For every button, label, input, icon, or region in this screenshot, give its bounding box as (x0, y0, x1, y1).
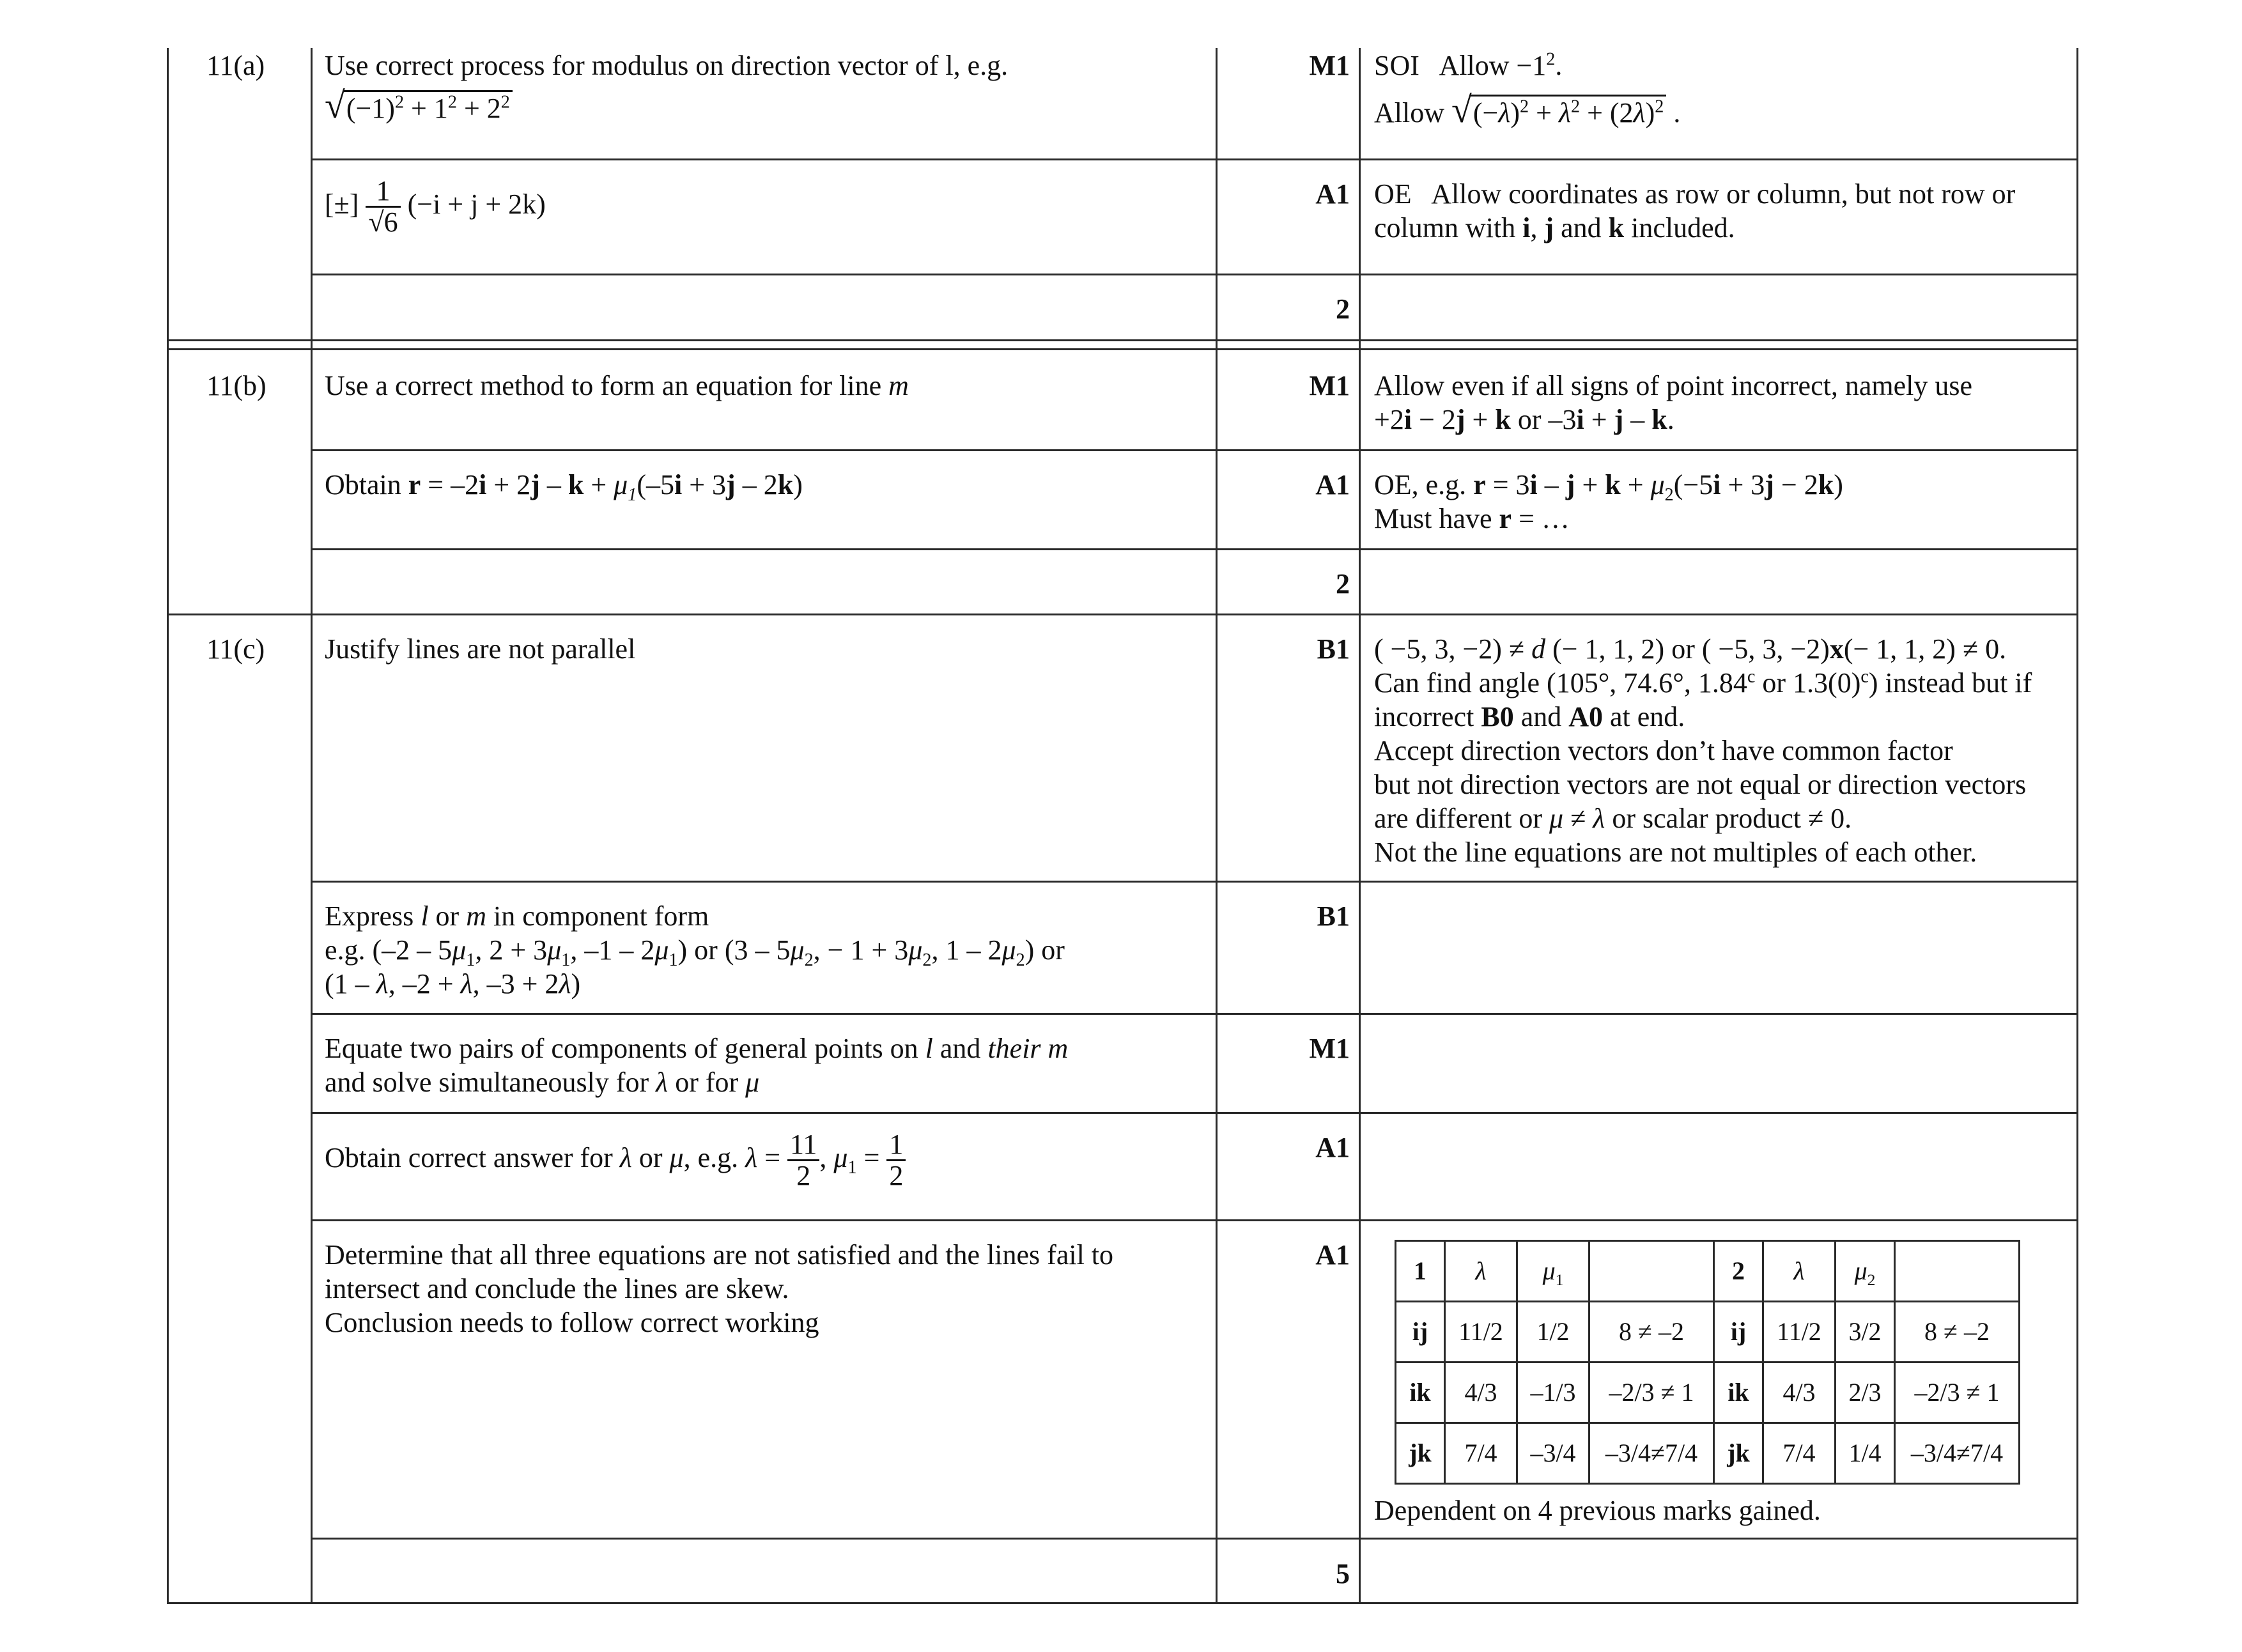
row-divider (311, 158, 2078, 160)
table-cell: jk (1714, 1423, 1763, 1484)
table-cell: 2/3 (1836, 1363, 1895, 1423)
guidance-text: OE, e.g. $r = 3i - j + k + \mu_2(-5i + 3j - 2k)$ (1374, 469, 1843, 505)
table-row (1396, 1302, 2020, 1363)
row-divider (311, 881, 2078, 883)
table-row (1396, 1423, 2020, 1484)
table-cell: 1/2 (1517, 1302, 1589, 1363)
answer-formula: $√(-1)^2 + 1^2 + 2^2$ (325, 87, 513, 126)
column-divider (1359, 48, 1361, 1604)
table-cell: –3/4≠7/4 (1895, 1423, 2020, 1484)
table-cell: ij (1714, 1302, 1763, 1363)
table-cell: 8 ≠ –2 (1589, 1302, 1714, 1363)
guidance-text: incorrect B0 and A0 at end. (1374, 701, 1685, 732)
table-cell: 7/4 (1763, 1423, 1836, 1484)
table-row (1396, 1363, 2020, 1423)
column-divider (2076, 48, 2078, 1604)
table-cell: ij (1396, 1302, 1445, 1363)
row-divider (311, 1538, 2078, 1540)
guidance-text: Not the line equations are not multiples of each other. (1374, 837, 1977, 868)
table-cell: –3/4 (1517, 1423, 1589, 1484)
guidance-text: but not direction vectors are not equal or direction vectors (1374, 769, 2027, 800)
table-cell: 11/2 (1763, 1302, 1836, 1363)
mark-code: B1 (1317, 900, 1350, 932)
mark-code: A1 (1315, 1239, 1350, 1270)
total-marks: 2 (1336, 293, 1350, 325)
table-cell: –2/3 ≠ 1 (1895, 1363, 2020, 1423)
table-cell: $\mu_1$ (1517, 1241, 1589, 1302)
table-cell: –1/3 (1517, 1363, 1589, 1423)
table-cell: 4/3 (1445, 1363, 1517, 1423)
table-cell: ik (1714, 1363, 1763, 1423)
guidance-text: ( −5, 3, −2) ≠ d (− 1, 1, 2) or ( −5, 3, −2)x(− 1, 1, 2) ≠ 0. (1374, 633, 2007, 665)
guidance-formula: Allow $√(-\lambda)^2 + \lambda^2 + (2\lambda)^2$ . (1374, 89, 1681, 130)
answer-text: e.g. ($-2 - 5\mu_1$, $2 + 3\mu_1$, $-1 - 2\mu_1$) or ($3 - 5\mu_2$, − $1 + 3\mu_2$, $1 - 2\mu_2$) or (325, 934, 1065, 970)
table-cell: 2 (1714, 1241, 1763, 1302)
column-divider (1216, 48, 1218, 1604)
table-cell: 11/2 (1445, 1302, 1517, 1363)
row-divider (311, 548, 2078, 550)
guidance-text: +2i − 2j + k or –3i + j – k. (1374, 404, 1674, 435)
table-cell: jk (1396, 1423, 1445, 1484)
mark-code: A1 (1315, 1132, 1350, 1163)
answer-text: and solve simultaneously for λ or for μ (325, 1067, 760, 1098)
answer-formula: Obtain correct answer for λ or μ, e.g. λ = $\frac{11}{2}$ , $\mu_1$ = $\frac{1}{2}$ (325, 1130, 906, 1191)
mark-code: M1 (1309, 50, 1350, 81)
column-divider (311, 48, 313, 1604)
table-cell: 4/3 (1763, 1363, 1836, 1423)
section-divider (167, 348, 2078, 350)
answer-formula: [±] $\frac{1}{√6}$ (−i + j + 2k) (325, 175, 546, 238)
table-bottom-border (167, 1602, 2078, 1604)
answer-text: Use a correct method to form an equation for line m (325, 370, 909, 401)
table-cell (1895, 1241, 2020, 1302)
answer-text: Express l or m in component form (325, 900, 709, 932)
question-label: 11(a) (206, 50, 265, 81)
answer-text: (1 – λ, –2 + λ, –3 + 2λ) (325, 968, 581, 1000)
section-divider (167, 339, 2078, 341)
mark-code: M1 (1309, 370, 1350, 401)
table-row (1396, 1241, 2020, 1302)
table-cell: –2/3 ≠ 1 (1589, 1363, 1714, 1423)
guidance-text: OE Allow coordinates as row or column, but not row or (1374, 178, 2016, 210)
skew-check-table (1395, 1240, 2020, 1485)
table-cell (1589, 1241, 1714, 1302)
answer-text: Conclusion needs to follow correct working (325, 1307, 819, 1338)
guidance-text: Dependent on 4 previous marks gained. (1374, 1495, 1821, 1526)
total-marks: 5 (1336, 1558, 1350, 1589)
question-label: 11(b) (206, 370, 267, 401)
answer-text: intersect and conclude the lines are skew. (325, 1273, 789, 1304)
answer-text: Determine that all three equations are not satisfied and the lines fail to (325, 1239, 1114, 1270)
answer-text: Equate two pairs of components of general points on l and their m (325, 1033, 1069, 1064)
section-divider (167, 614, 2078, 615)
guidance-text: column with i, j and k included. (1374, 212, 1735, 243)
column-divider (167, 48, 169, 1604)
table-cell: 1/4 (1836, 1423, 1895, 1484)
guidance-text: Allow even if all signs of point incorrect, namely use (1374, 370, 1972, 401)
row-divider (311, 449, 2078, 451)
row-divider (311, 1112, 2078, 1114)
table-cell: $\mu_2$ (1836, 1241, 1895, 1302)
guidance-text: SOI Allow $-1^2$. (1374, 49, 1563, 81)
table-cell: –3/4≠7/4 (1589, 1423, 1714, 1484)
mark-code: M1 (1309, 1033, 1350, 1064)
table-cell: 3/2 (1836, 1302, 1895, 1363)
row-divider (311, 274, 2078, 275)
guidance-text: are different or μ ≠ λ or scalar product ≠ 0. (1374, 803, 1852, 834)
guidance-text: Must have r = … (1374, 503, 1570, 534)
row-divider (311, 1013, 2078, 1015)
guidance-text: Accept direction vectors don’t have common factor (1374, 735, 1953, 766)
table-cell: 8 ≠ –2 (1895, 1302, 2020, 1363)
table-cell: ik (1396, 1363, 1445, 1423)
table-cell: 1 (1396, 1241, 1445, 1302)
answer-text: Obtain $r = -2i + 2j - k + \mu_1(-5i + 3j - 2k)$ (325, 469, 803, 505)
mark-code: B1 (1317, 633, 1350, 665)
mark-code: A1 (1315, 178, 1350, 210)
total-marks: 2 (1336, 568, 1350, 599)
question-label: 11(c) (206, 633, 265, 665)
answer-text: Use correct process for modulus on direction vector of l, e.g. (325, 50, 1009, 81)
table-cell: 7/4 (1445, 1423, 1517, 1484)
table-cell: λ (1763, 1241, 1836, 1302)
table-cell: λ (1445, 1241, 1517, 1302)
guidance-text: Can find angle (105°, 74.6°, 1.84$^c$ or $1.3(0)^c$) instead but if (1374, 667, 2032, 699)
answer-text: Justify lines are not parallel (325, 633, 636, 665)
row-divider (311, 1219, 2078, 1221)
mark-code: A1 (1315, 469, 1350, 500)
